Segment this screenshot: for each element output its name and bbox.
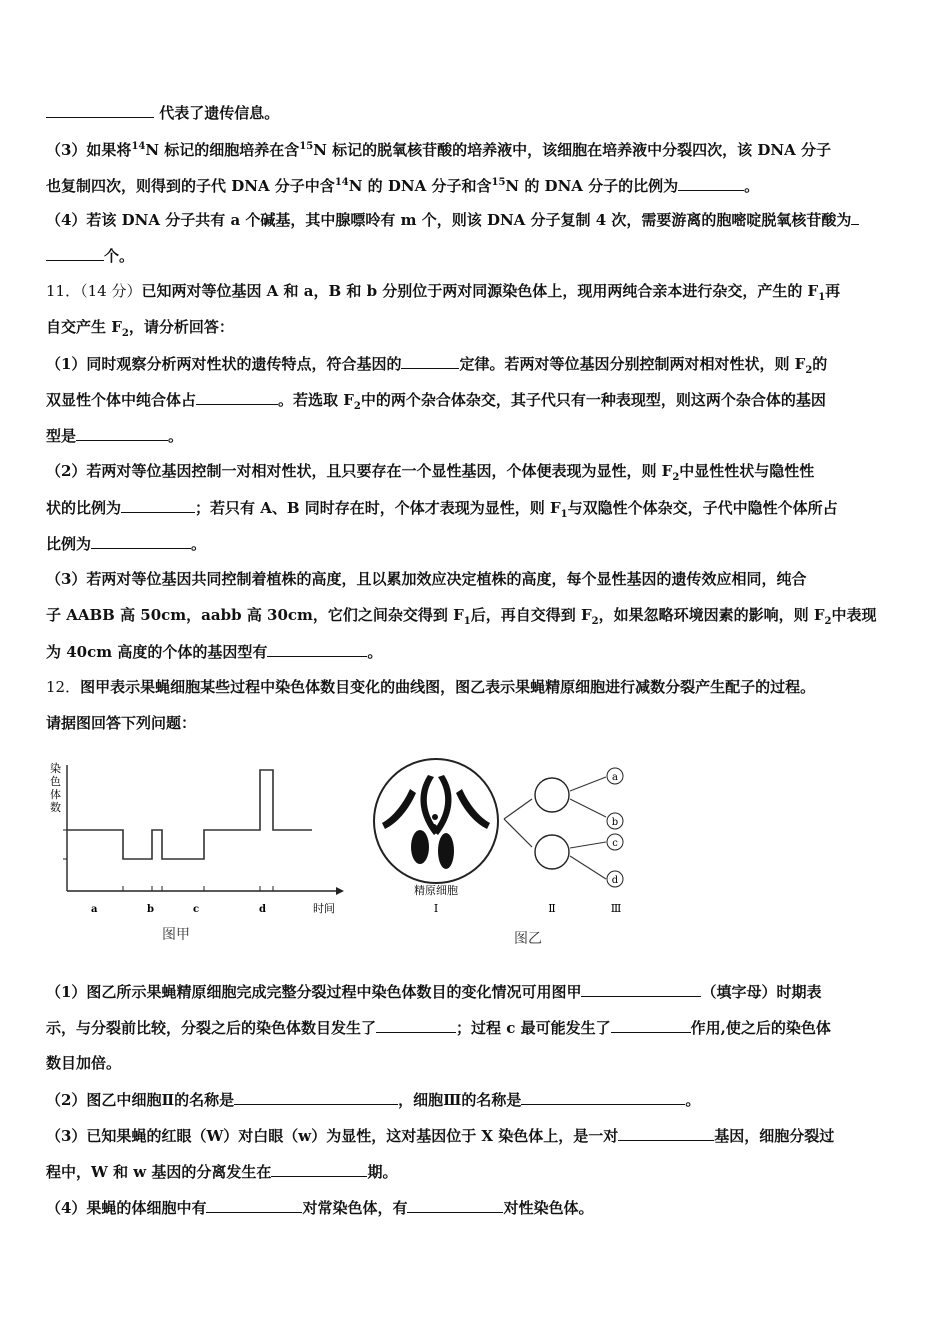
text-line-3: [46, 173, 759, 196]
answer-blank[interactable]: [271, 1161, 367, 1177]
line-text: 期。: [367, 1163, 398, 1181]
line-text: （3）若两对等位基因共同控制着植株的高度，且以累加效应决定植株的高度，每个显性基因的遗传效应相同，纯合: [46, 570, 807, 588]
x-axis-arrow: [336, 887, 344, 895]
line-text: 作用,使之后的染色体: [690, 1019, 831, 1037]
superscript: 15: [299, 141, 314, 152]
answer-blank[interactable]: [401, 353, 459, 369]
text-line-15: [46, 605, 876, 632]
gamete-label-b: b: [611, 817, 619, 828]
gamete-label-a: a: [612, 772, 618, 783]
line-text: 。: [367, 643, 383, 661]
time-label-d: d: [259, 904, 266, 915]
stage-label-2: Ⅱ: [548, 902, 556, 915]
secondary-spermatocyte-cell: [535, 835, 569, 869]
line-text: 图甲表示果蝇细胞某些过程中染色体数目变化的曲线图，图乙表示果蝇精原细胞进行减数分裂产生配子的过程。: [80, 678, 816, 696]
chromosome-shape: [411, 830, 429, 864]
superscript: 15: [491, 177, 506, 188]
gamete-label-d: d: [611, 875, 619, 886]
question-11-heading: [46, 281, 840, 308]
line-text: 为 40cm 高度的个体的基因型有: [46, 643, 268, 661]
answer-blank[interactable]: [91, 533, 191, 549]
line-text: （填字母）时期表: [701, 983, 822, 1001]
cell-label: 精原细胞: [414, 884, 458, 897]
text-line-20: [46, 1017, 831, 1038]
line-text: ，细胞Ⅲ的名称是: [398, 1091, 522, 1109]
line-text: 。: [168, 427, 184, 445]
answer-blank[interactable]: [581, 981, 701, 997]
y-axis-label-char: 染: [50, 762, 61, 775]
superscript: 14: [131, 141, 146, 152]
answer-blank[interactable]: [234, 1089, 398, 1105]
subscript: 1: [560, 509, 568, 520]
time-label-a: a: [91, 904, 98, 915]
answer-blank[interactable]: [121, 497, 195, 513]
text-line-22: [46, 1089, 700, 1110]
answer-blank[interactable]: [521, 1089, 685, 1105]
answer-blank[interactable]: [267, 641, 367, 657]
y-axis-label-char: 体: [50, 788, 61, 801]
text-line-18: [46, 713, 196, 733]
line-text: 基因，细胞分裂过: [714, 1127, 835, 1145]
text-line-23: [46, 1125, 834, 1146]
line-text: 数目加倍。: [46, 1054, 122, 1072]
text-line-2: [46, 137, 831, 160]
line-text: 中表现: [831, 606, 877, 624]
subscript: 2: [591, 616, 599, 627]
line-text: N 的 DNA 分子和含: [348, 177, 492, 195]
subscript: 2: [672, 472, 680, 483]
line-text: 的: [812, 355, 828, 373]
subscript: 1: [463, 616, 471, 627]
answer-blank[interactable]: [611, 1017, 691, 1033]
line-text: 双显性个体中纯合体占: [46, 391, 197, 409]
line-text: ，如果忽略环境因素的影响，则 F: [598, 606, 825, 624]
arrow-line: [504, 819, 532, 847]
question-number: 12．: [46, 678, 81, 696]
chromosome-shape: [432, 814, 438, 820]
answer-blank[interactable]: [46, 245, 104, 261]
line-text: 中显性性状与隐性性: [679, 462, 815, 480]
line-text: 自交产生 F: [46, 318, 122, 336]
answer-blank[interactable]: [76, 425, 168, 441]
line-text: 。若选取 F: [278, 391, 354, 409]
line-text: N 的 DNA 分子的比例为: [505, 177, 679, 195]
line-text: （1）图乙所示果蝇精原细胞完成完整分裂过程中染色体数目的变化情况可用图甲: [46, 983, 582, 1001]
answer-blank[interactable]: [407, 1197, 503, 1213]
line-text: 型是: [46, 427, 77, 445]
line-text: 比例为: [46, 535, 92, 553]
line-text: 代表了遗传信息。: [159, 104, 280, 122]
text-line-5: [46, 245, 134, 266]
line-text: （2）图乙中细胞Ⅱ的名称是: [46, 1091, 235, 1109]
line-text: 对性染色体。: [503, 1199, 594, 1217]
subscript: 2: [121, 328, 129, 339]
line-text: 已知两对等位基因 A 和 a，B 和 b 分别位于两对同源染色体上，现用两纯合亲本进行杂交，产生的 F: [141, 282, 819, 300]
answer-blank[interactable]: [376, 1017, 456, 1033]
line-text: 子 AABB 高 50cm，aabb 高 30cm，它们之间杂交得到 F: [46, 606, 464, 624]
subscript: 2: [353, 401, 361, 412]
subscript: 2: [824, 616, 832, 627]
line-text: 个。: [104, 247, 135, 265]
secondary-spermatocyte-cell: [535, 778, 569, 812]
gamete-label-c: c: [612, 838, 618, 849]
line-text: （1）同时观察分析两对性状的遗传特点，符合基因的: [46, 355, 402, 373]
text-line-7: [46, 317, 234, 344]
subscript: 2: [805, 365, 813, 376]
time-label-c: c: [193, 904, 200, 915]
text-line-1: [46, 102, 279, 123]
line-text: 后，再自交得到 F: [470, 606, 592, 624]
line-text: ，请分析回答：: [128, 318, 234, 336]
arrow-line: [570, 799, 606, 817]
chromosome-number-curve: [67, 770, 312, 859]
answer-blank[interactable]: [618, 1125, 714, 1141]
question-number: 11．（14 分）: [46, 282, 142, 300]
arrow-line: [570, 842, 606, 848]
answer-blank[interactable]: [206, 1197, 302, 1213]
figure-a-caption: 图甲: [162, 927, 190, 943]
line-text: （3）已知果蝇的红眼（W）对白眼（w）为显性，这对基因位于 X 染色体上，是一对: [46, 1127, 619, 1145]
text-line-13: [46, 533, 206, 554]
text-line-8: [46, 353, 827, 381]
line-text: 对常染色体，有: [302, 1199, 408, 1217]
subscript: 1: [818, 292, 826, 303]
answer-blank[interactable]: [196, 389, 278, 405]
y-axis-label-char: 数: [50, 801, 61, 814]
line-text: 定律。若两对等位基因分别控制两对相对性状，则 F: [459, 355, 806, 373]
line-text: ；过程 c 最可能发生了: [456, 1019, 611, 1037]
text-line-16: [46, 641, 382, 662]
answer-blank[interactable]: [46, 102, 154, 118]
text-line-11: [46, 461, 814, 488]
stage-label-1: Ⅰ: [433, 902, 439, 915]
text-line-21: [46, 1053, 121, 1073]
text-line-25: [46, 1197, 593, 1218]
line-text: 。: [744, 177, 760, 195]
text-line-10: [46, 425, 183, 446]
line-text: N 标记的脱氧核苷酸的培养液中，该细胞在培养液中分裂四次，该 DNA 分子: [313, 141, 831, 159]
chromosome-shape: [431, 824, 437, 830]
line-text: 也复制四次，则得到的子代 DNA 分子中含: [46, 177, 335, 195]
text-line-12: [46, 497, 838, 525]
line-text: 状的比例为: [46, 499, 122, 517]
line-text: 。: [685, 1091, 701, 1109]
line-text: ；若只有 A、B 同时存在时，个体才表现为显性，则 F: [195, 499, 561, 517]
line-text: 与双隐性个体杂交，子代中隐性个体所占: [567, 499, 838, 517]
y-axis-label-char: 色: [50, 775, 61, 788]
line-text: N 标记的细胞培养在含: [145, 141, 300, 159]
line-text: 请据图回答下列问题：: [46, 714, 197, 732]
time-label-b: b: [147, 904, 154, 915]
question-12-heading: [46, 677, 815, 697]
answer-blank[interactable]: [678, 175, 744, 191]
figure-b-caption: 图乙: [514, 931, 542, 947]
chromosome-shape: [438, 833, 454, 869]
figure-a-chromosome-graph: [44, 755, 344, 955]
line-text: 示，与分裂前比较，分裂之后的染色体数目发生了: [46, 1019, 377, 1037]
line-text: 中的两个杂合体杂交，其子代只有一种表现型，则这两个杂合体的基因: [360, 391, 826, 409]
figure-b-meiosis-diagram: [368, 755, 638, 955]
superscript: 14: [334, 177, 349, 188]
line-text: 。: [191, 535, 207, 553]
text-line-4: [46, 209, 859, 230]
line-text: （2）若两对等位基因控制一对相对性状，且只要存在一个显性基因，个体便表现为显性，则 F: [46, 462, 673, 480]
arrow-line: [504, 799, 532, 819]
line-text: （4）果蝇的体细胞中有: [46, 1199, 207, 1217]
line-text: 程中，W 和 w 基因的分离发生在: [46, 1163, 272, 1181]
line-text: 再: [825, 282, 841, 300]
line-text: （4）若该 DNA 分子共有 a 个碱基，其中腺嘌呤有 m 个，则该 DNA 分子复制 4 次，需要游离的胞嘧啶脱氧核苷酸为: [46, 211, 852, 229]
stage-label-3: Ⅲ: [610, 902, 622, 915]
answer-blank[interactable]: [851, 209, 859, 225]
text-line-9: [46, 389, 826, 417]
arrow-line: [570, 856, 606, 879]
text-line-19: [46, 981, 821, 1002]
line-text: （3）如果将: [46, 141, 132, 159]
x-axis-label: 时间: [313, 902, 335, 915]
arrow-line: [570, 777, 606, 791]
text-line-14: [46, 569, 806, 589]
text-line-24: [46, 1161, 397, 1182]
